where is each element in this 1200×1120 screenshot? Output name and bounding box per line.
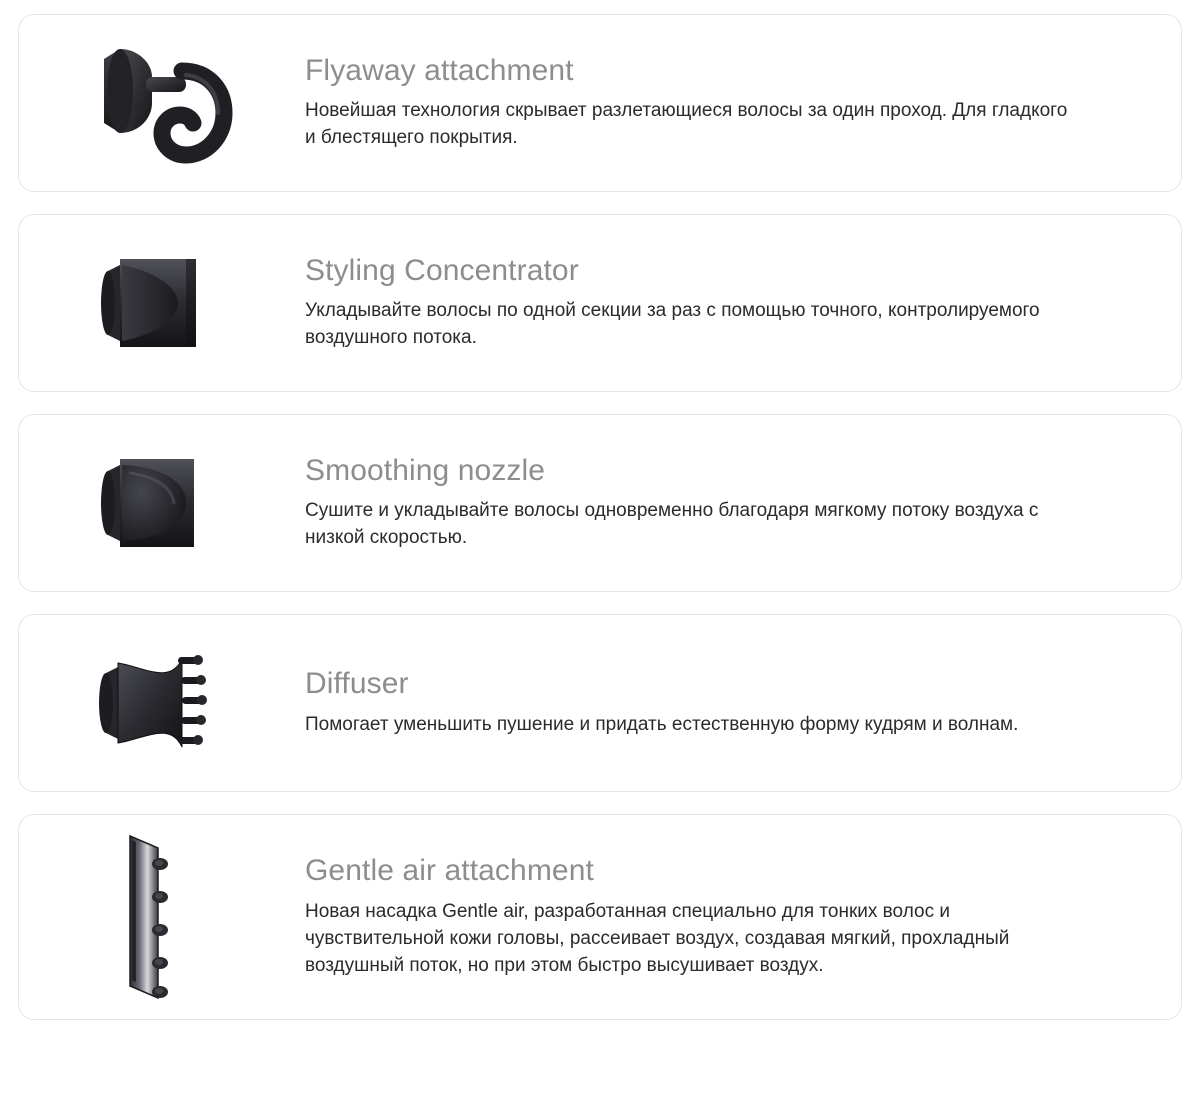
card-title: Smoothing nozzle — [305, 453, 546, 487]
card-title: Gentle air attachment — [305, 854, 594, 888]
flyaway-attachment-icon — [37, 33, 305, 173]
card-content — [305, 854, 1155, 979]
card-description: Сушите и укладывайте волосы одновременно благодаря мягкому потоку воздуха с низкой скоростью. — [305, 500, 1039, 549]
gentle-air-attachment-icon — [37, 847, 305, 987]
card-description: Укладывайте волосы по одной секции за раз с помощью точного, контролируемого воздушного потока. — [305, 300, 1040, 349]
card-title: Styling Concentrator — [305, 253, 579, 287]
attachment-card-flyaway[interactable] — [18, 14, 1182, 192]
attachment-card-diffuser[interactable] — [18, 614, 1182, 792]
card-content — [305, 254, 1155, 352]
card-title: Diffuser — [305, 667, 409, 701]
card-description: Новейшая технология скрывает разлетающиеся волосы за один проход. Для гладкого и блестящего покрытия. — [305, 100, 1068, 149]
smoothing-nozzle-icon — [37, 433, 305, 573]
card-content — [305, 667, 1155, 738]
card-content — [305, 54, 1155, 152]
card-title: Flyaway attachment — [305, 53, 574, 87]
attachment-card-gentle-air[interactable] — [18, 814, 1182, 1020]
card-description: Помогает уменьшить пушение и придать естественную форму кудрям и волнам. — [305, 713, 1019, 735]
card-description: Новая насадка Gentle air, разработанная специально для тонких волос и чувствительной кожи головы, рассеивает воздух, создавая мягкий, прохладный воздушный поток, но при этом быстро высушивает воздух. — [305, 900, 1010, 976]
diffuser-icon — [37, 633, 305, 773]
attachment-card-styling-concentrator[interactable] — [18, 214, 1182, 392]
card-content — [305, 454, 1155, 552]
styling-concentrator-icon — [37, 233, 305, 373]
attachment-card-smoothing-nozzle[interactable] — [18, 414, 1182, 592]
